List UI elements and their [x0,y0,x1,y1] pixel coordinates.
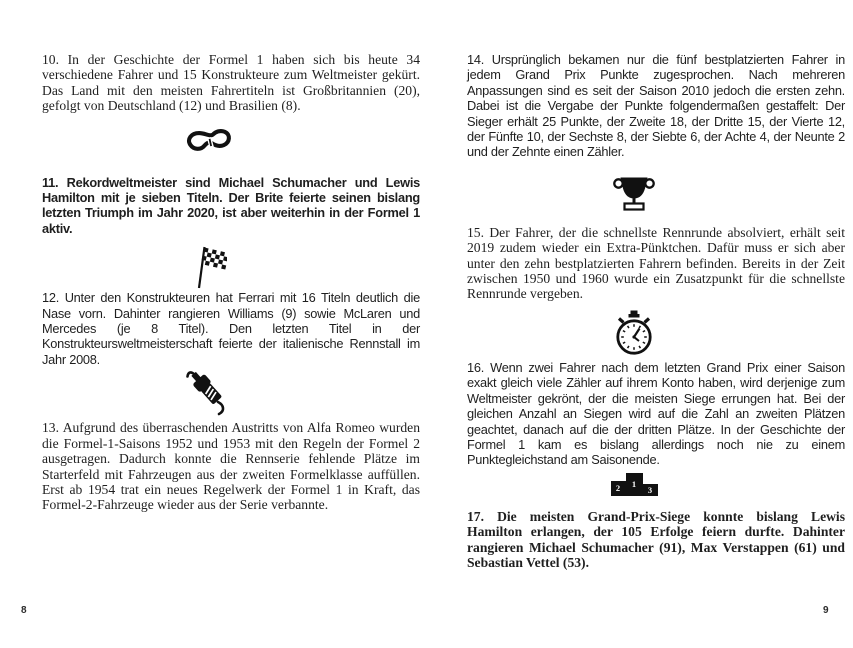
podium-place-2: 2 [611,481,626,496]
page-number-right: 9 [823,605,829,616]
fact-paragraph-14: 14. Ursprünglich bekamen nur die fünf bestplatzierten Fahrer in jedem Grand Prix Punkte zugesprochen. Nach mehreren Anpassungen sind es seit der Saison 2010 jedoch die ersten zehn. Dabei ist die Vergabe der Punkte folgendermaßen gestaffelt: Der Sieger erhält 25 Punkte, der Zweite 18, der Dritte 15, der Vierte 12, der Fünfte 10, der Sechste 8, der Siebte 6, der Achte 4, der Neunte 2 und der Zehnte einen Zähler. [467,52,845,160]
trophy-icon [612,172,656,212]
page-number-left: 8 [21,605,27,616]
fact-paragraph-10: 10. In der Geschichte der Formel 1 haben sich bis heute 34 verschiedene Fahrer und 15 Konstrukteure zum Weltmeister gekürt. Das Land mit den meisten Fahrertiteln ist Großbritannien (20), gefolgt von Deutschland (12) und Brasilien (8). [42,52,420,114]
page-right-column [467,52,845,570]
checkered-flag-icon [191,243,227,289]
podium-place-3: 3 [643,484,658,496]
fact-paragraph-12: 12. Unter den Konstrukteuren hat Ferrari mit 16 Titeln deutlich die Nase vorn. Dahinter rangieren Williams (9) sowie McLaren und Mercedes (je 8 Titel). Den letzten Titel in der Konstrukteursweltmeisterschaft feierte der italienische Rennstall im Jahr 2008. [42,290,420,367]
fuel-pump-nozzle-icon [186,367,232,417]
page-left-column [42,52,420,513]
fact-paragraph-11: 11. Rekordweltmeister sind Michael Schumacher und Lewis Hamilton mit je sieben Titeln. Der Brite feierte seinen bislang letzten Triumph im Jahr 2020, ist aber weiterhin in der Formel 1 aktiv. [42,174,420,236]
race-track-icon-row [42,122,420,162]
podium-place-1: 1 [626,473,643,496]
fuel-nozzle-icon-row [42,367,420,417]
fact-paragraph-15: 15. Der Fahrer, der die schnellste Rennrunde absolviert, erhält seit 2019 zudem wieder ein Extra-Pünktchen. Dafür muss er sich aber unter den zehn bestplatzierten Fahrern befinden. Bereits in der Zeit zwischen 1950 und 1960 wurde ein Zusatzpunkt für die schnellste Rennrunde vergeben. [467,224,845,302]
stopwatch-icon-row [467,310,845,357]
podium-icon-row [467,473,845,496]
checkered-flag-icon-row [42,243,420,289]
winners-podium-icon [611,473,658,496]
fact-paragraph-17: 17. Die meisten Grand-Prix-Siege konnte bislang Lewis Hamilton erlangen, der 105 Erfolge feiern durfte. Dahinter rangieren Michael Schumacher (91), Max Verstappen (61) und Sebastian Vettel (53). [467,508,845,570]
race-track-icon [184,122,234,162]
trophy-icon-row [467,172,845,212]
fact-paragraph-13: 13. Aufgrund des überraschenden Austritts von Alfa Romeo wurden die Formel-1-Saisons 1952 und 1953 mit den Regeln der Formel 2 ausgetragen. Dadurch konnte die Rennserie fehlende Plätze im Starterfeld mit Fahrzeugen aus der zweiten Formelklasse auffüllen. Erst ab 1954 trat ein neues Regelwerk der Formel 1 in Kraft, das Formel-2-Fahrzeuge wieder aus der Serie verbannte. [42,420,420,513]
fact-paragraph-16: 16. Wenn zwei Fahrer nach dem letzten Grand Prix einer Saison exakt gleich viele Zähler auf ihrem Konto haben, wird derjenige zum Weltmeister gekrönt, der die meisten Siege errungen hat. Bei der gleichen Anzahl an Siegen wird auf die Zahl an zweiten Plätzen geachtet, danach auf die der dritten Plätze. In der Geschichte der Formel 1 kam es bislang allerdings noch nie zu einem Punktegleichstand am Saisonende. [467,359,845,468]
stopwatch-icon [613,310,655,357]
